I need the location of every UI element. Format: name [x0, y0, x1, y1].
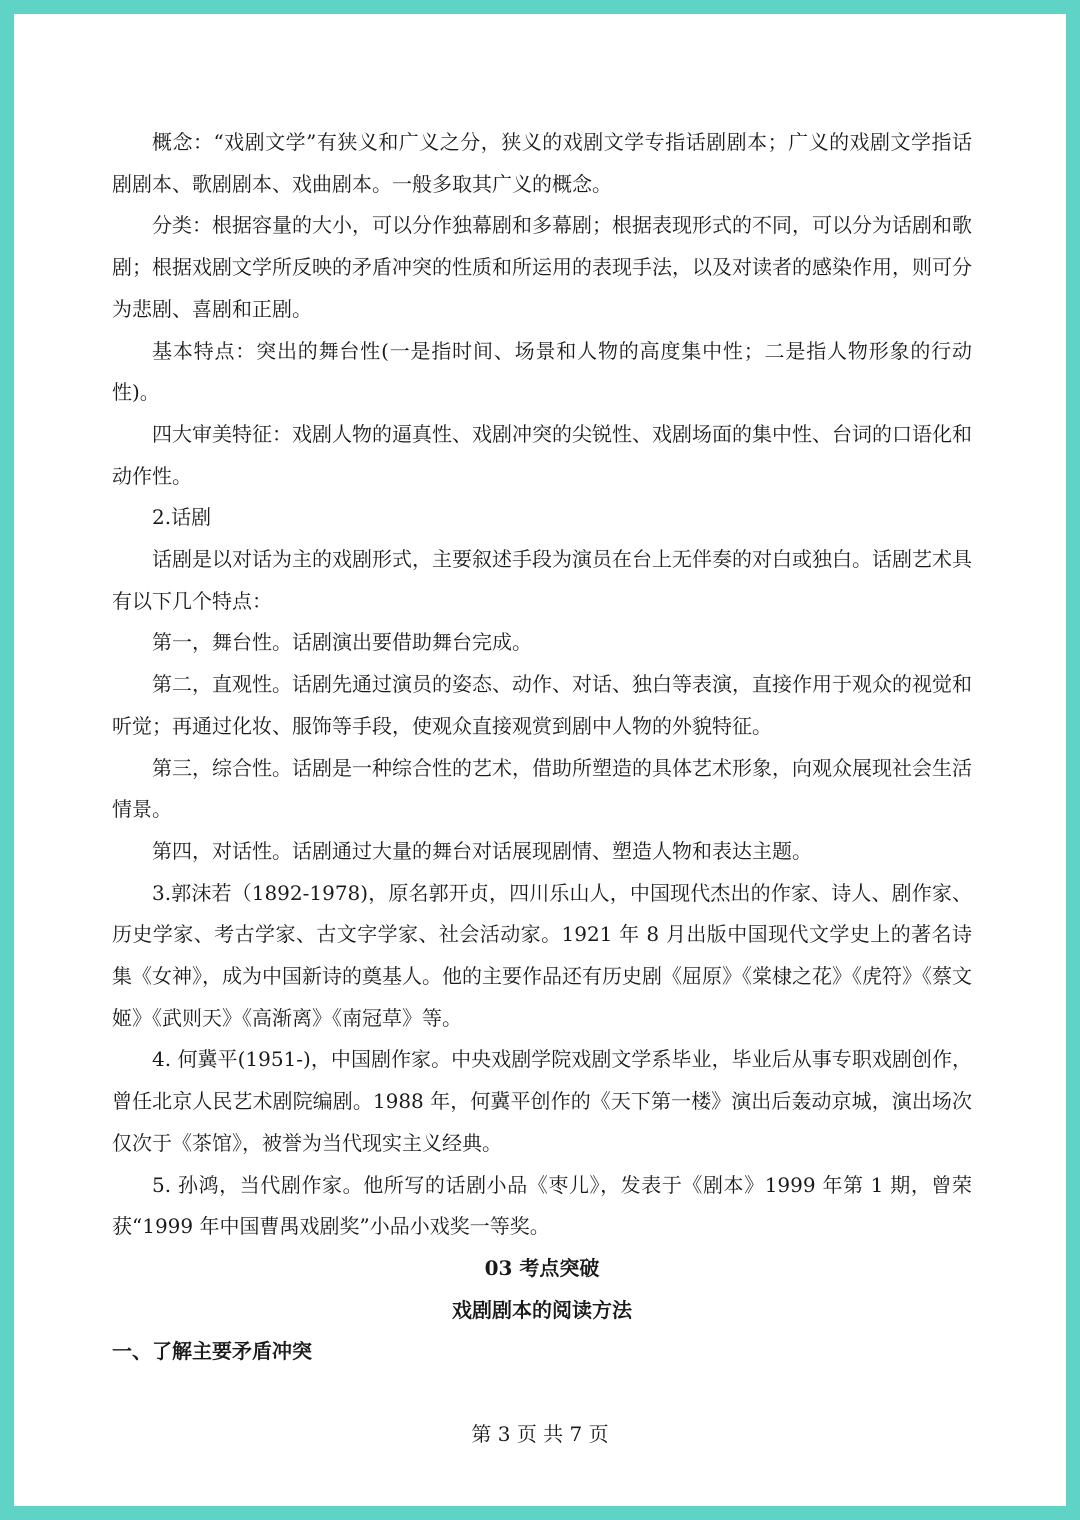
page-footer: 第 3 页 共 7 页	[471, 1422, 609, 1446]
paragraph-classification: 分类：根据容量的大小，可以分作独幕剧和多幕剧；根据表现形式的不同，可以分为话剧和歌剧；根据戏剧文学所反映的矛盾冲突的性质和所运用的表现手法，以及对读者的感染作用，则可分为悲剧、喜剧和正剧。	[112, 213, 972, 321]
paragraph-aesthetic-features: 四大审美特征：戏剧人物的逼真性、戏剧冲突的尖锐性、戏剧场面的集中性、台词的口语化和动作性。	[112, 421, 972, 488]
subheading: 一、了解主要矛盾冲突	[112, 1339, 312, 1364]
paragraph-he-jiping: 4. 何冀平(1951-)，中国剧作家。中央戏剧学院戏剧文学系毕业，毕业后从事专职戏剧创作，曾任北京人民艺术剧院编剧。1988 年，何冀平创作的《天下第一楼》演出后轰动京城，演出场次仅次于《茶馆》，被誉为当代现实主义经典。	[112, 1047, 972, 1155]
paragraph-basic-features: 基本特点：突出的舞台性(一是指时间、场景和人物的高度集中性；二是指人物形象的行动性)。	[112, 338, 972, 405]
document-page	[14, 14, 1066, 1506]
paragraph-feature-2: 第二，直观性。话剧先通过演员的姿态、动作、对话、独白等表演，直接作用于观众的视觉和听觉；再通过化妆、服饰等手段，使观众直接观赏到剧中人物的外貌特征。	[112, 672, 972, 738]
paragraph-guo-moruo: 3.郭沫若（1892-1978)，原名郭开贞，四川乐山人，中国现代杰出的作家、诗人、剧作家、历史学家、考古学家、古文字学家、社会活动家。1921 年 8 月出版中国现代文学史上的著名诗集《女神》，成为中国新诗的奠基人。他的主要作品还有历史剧《屈原》《棠棣之花》《虎符》《蔡文姬》《武则天》《高渐离》《南冠草》等。	[112, 880, 972, 1030]
paragraph-feature-1: 第一，舞台性。话剧演出要借助舞台完成。	[152, 630, 532, 655]
document-body	[112, 122, 972, 1373]
paragraph-drama-intro: 话剧是以对话为主的戏剧形式，主要叙述手段为演员在台上无伴奏的对白或独白。话剧艺术具有以下几个特点：	[112, 547, 972, 613]
paragraph-concept: 概念：“戏剧文学”有狭义和广义之分，狭义的戏剧文学专指话剧剧本；广义的戏剧文学指话剧剧本、歌剧剧本、戏曲剧本。一般多取其广义的概念。	[112, 130, 972, 196]
section-title: 03 考点突破	[484, 1255, 600, 1280]
paragraph-sun-hong: 5. 孙鸿，当代剧作家。他所写的话剧小品《枣儿》，发表于《剧本》1999 年第 1 期，曾荣获“1999 年中国曹禺戏剧奖”小品小戏奖一等奖。	[112, 1172, 972, 1239]
section-subtitle: 戏剧剧本的阅读方法	[452, 1297, 632, 1322]
paragraph-feature-3: 第三，综合性。话剧是一种综合性的艺术，借助所塑造的具体艺术形象，向观众展现社会生活情景。	[112, 755, 972, 822]
paragraph-drama-heading: 2.话剧	[152, 505, 212, 530]
paragraph-feature-4: 第四，对话性。话剧通过大量的舞台对话展现剧情、塑造人物和表达主题。	[152, 838, 812, 863]
